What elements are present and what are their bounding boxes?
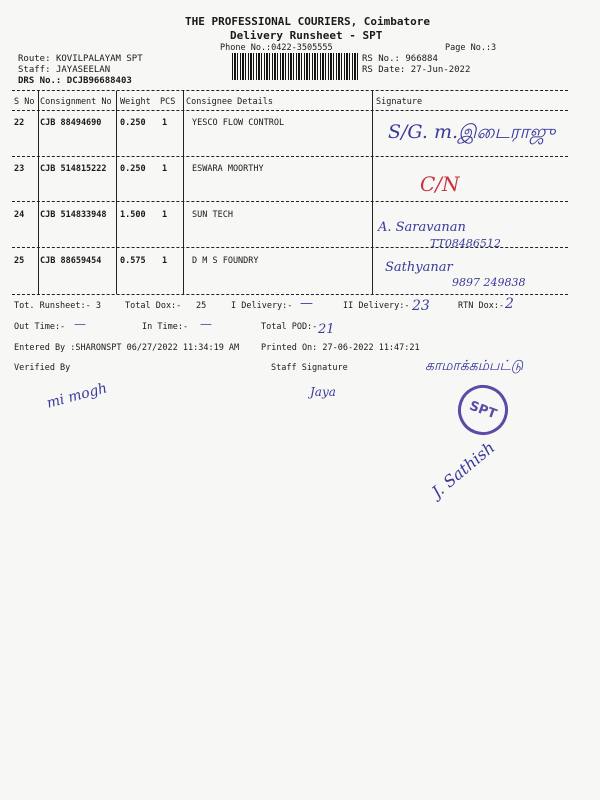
in-time-label: In Time:- — [142, 322, 189, 332]
col-header-pcs: PCS — [160, 97, 176, 107]
row-signature: S/G. m.இடைராஜு — [388, 121, 556, 143]
rtn-dox-value: 2 — [505, 296, 514, 312]
row-pcs: 1 — [162, 210, 168, 220]
spt-stamp: SPT — [451, 378, 515, 442]
verified-signature: mi mogh — [44, 380, 109, 412]
ii-delivery-label: II Delivery:- — [343, 301, 410, 311]
rs-date-row: RS Date: 27-Jun-2022 — [362, 65, 471, 75]
total-dox-value: 25 — [196, 301, 207, 311]
row-consignment: CJB 514833948 — [40, 210, 107, 220]
column-rule — [183, 91, 184, 294]
document-title: Delivery Runsheet - SPT — [230, 29, 383, 42]
out-time-value: — — [74, 317, 86, 331]
row-consignment: CJB 88494690 — [40, 118, 102, 128]
row-signature: C/N — [420, 172, 460, 196]
row-consignee: D M S FOUNDRY — [192, 256, 259, 266]
total-pod-value: 21 — [318, 322, 335, 337]
row-consignment: CJB 514815222 — [40, 164, 107, 174]
entered-by: Entered By :SHARONSPT 06/27/2022 11:34:19 AM — [14, 343, 240, 353]
row-consignee: ESWARA MOORTHY — [192, 164, 264, 174]
route-value: KOVILPALAYAM SPT — [55, 54, 143, 64]
row-sno: 24 — [14, 210, 25, 220]
route-row: Route: KOVILPALAYAM SPT — [18, 54, 143, 64]
divider — [12, 156, 568, 157]
row-consignment: CJB 88659454 — [40, 256, 102, 266]
row-signature-note: TT08486512 — [430, 237, 501, 250]
rs-no-row: RS No.: 966884 — [362, 54, 438, 64]
divider — [12, 90, 568, 91]
phone-number: Phone No.:0422-3505555 — [220, 43, 333, 53]
staff-row: Staff: JAYASEELAN — [18, 65, 111, 75]
tamil-note: காமாக்கம்பட்டு — [425, 358, 524, 374]
row-signature-note: 9897 249838 — [452, 276, 526, 289]
staff-signature-label: Staff Signature — [271, 363, 348, 373]
total-dox-label: Total Dox:- — [125, 301, 182, 311]
rtn-dox-label: RTN Dox:- — [458, 301, 505, 311]
i-delivery-label: I Delivery:- — [231, 301, 293, 311]
divider — [12, 110, 568, 111]
tot-runsheet: Tot. Runsheet:- 3 — [14, 301, 101, 311]
divider — [12, 294, 568, 295]
page-number: Page No.:3 — [445, 43, 497, 53]
printed-on: Printed On: 27-06-2022 11:47:21 — [261, 343, 420, 353]
company-name: THE PROFESSIONAL COURIERS, Coimbatore — [185, 15, 431, 28]
column-rule — [38, 91, 39, 294]
column-rule — [372, 91, 373, 294]
col-header-consignee: Consignee Details — [186, 97, 273, 107]
drs-value: DCJB96688403 — [66, 76, 132, 86]
row-weight: 0.250 — [120, 118, 146, 128]
rs-date-value: 27-Jun-2022 — [410, 65, 471, 75]
row-sno: 22 — [14, 118, 25, 128]
col-header-signature: Signature — [376, 97, 423, 107]
total-pod-label: Total POD:- — [261, 322, 318, 332]
row-weight: 0.575 — [120, 256, 146, 266]
bottom-signature: J. Sathish — [427, 437, 499, 502]
divider — [12, 201, 568, 202]
row-pcs: 1 — [162, 256, 168, 266]
row-weight: 0.250 — [120, 164, 146, 174]
staff-signature: Jaya — [310, 385, 336, 399]
col-header-weight: Weight — [120, 97, 151, 107]
i-delivery-value: — — [300, 296, 313, 311]
row-sno: 23 — [14, 164, 25, 174]
barcode — [232, 53, 360, 80]
row-signature: Sathyanar — [385, 260, 453, 275]
out-time-label: Out Time:- — [14, 322, 66, 332]
drs-row: DRS No.: DCJB96688403 — [18, 76, 132, 86]
row-consignee: YESCO FLOW CONTROL — [192, 118, 285, 128]
row-consignee: SUN TECH — [192, 210, 233, 220]
staff-value: JAYASEELAN — [55, 65, 111, 75]
row-pcs: 1 — [162, 164, 168, 174]
column-rule — [116, 91, 117, 294]
in-time-value: — — [200, 317, 212, 331]
row-sno: 25 — [14, 256, 25, 266]
row-pcs: 1 — [162, 118, 168, 128]
row-weight: 1.500 — [120, 210, 146, 220]
ii-delivery-value: 23 — [412, 298, 430, 314]
row-signature: A. Saravanan — [378, 220, 466, 235]
col-header-consignment: Consignment No — [40, 97, 112, 107]
rs-no-value: 966884 — [405, 54, 438, 64]
verified-by-label: Verified By — [14, 363, 71, 373]
col-header-sno: S No — [14, 97, 35, 107]
